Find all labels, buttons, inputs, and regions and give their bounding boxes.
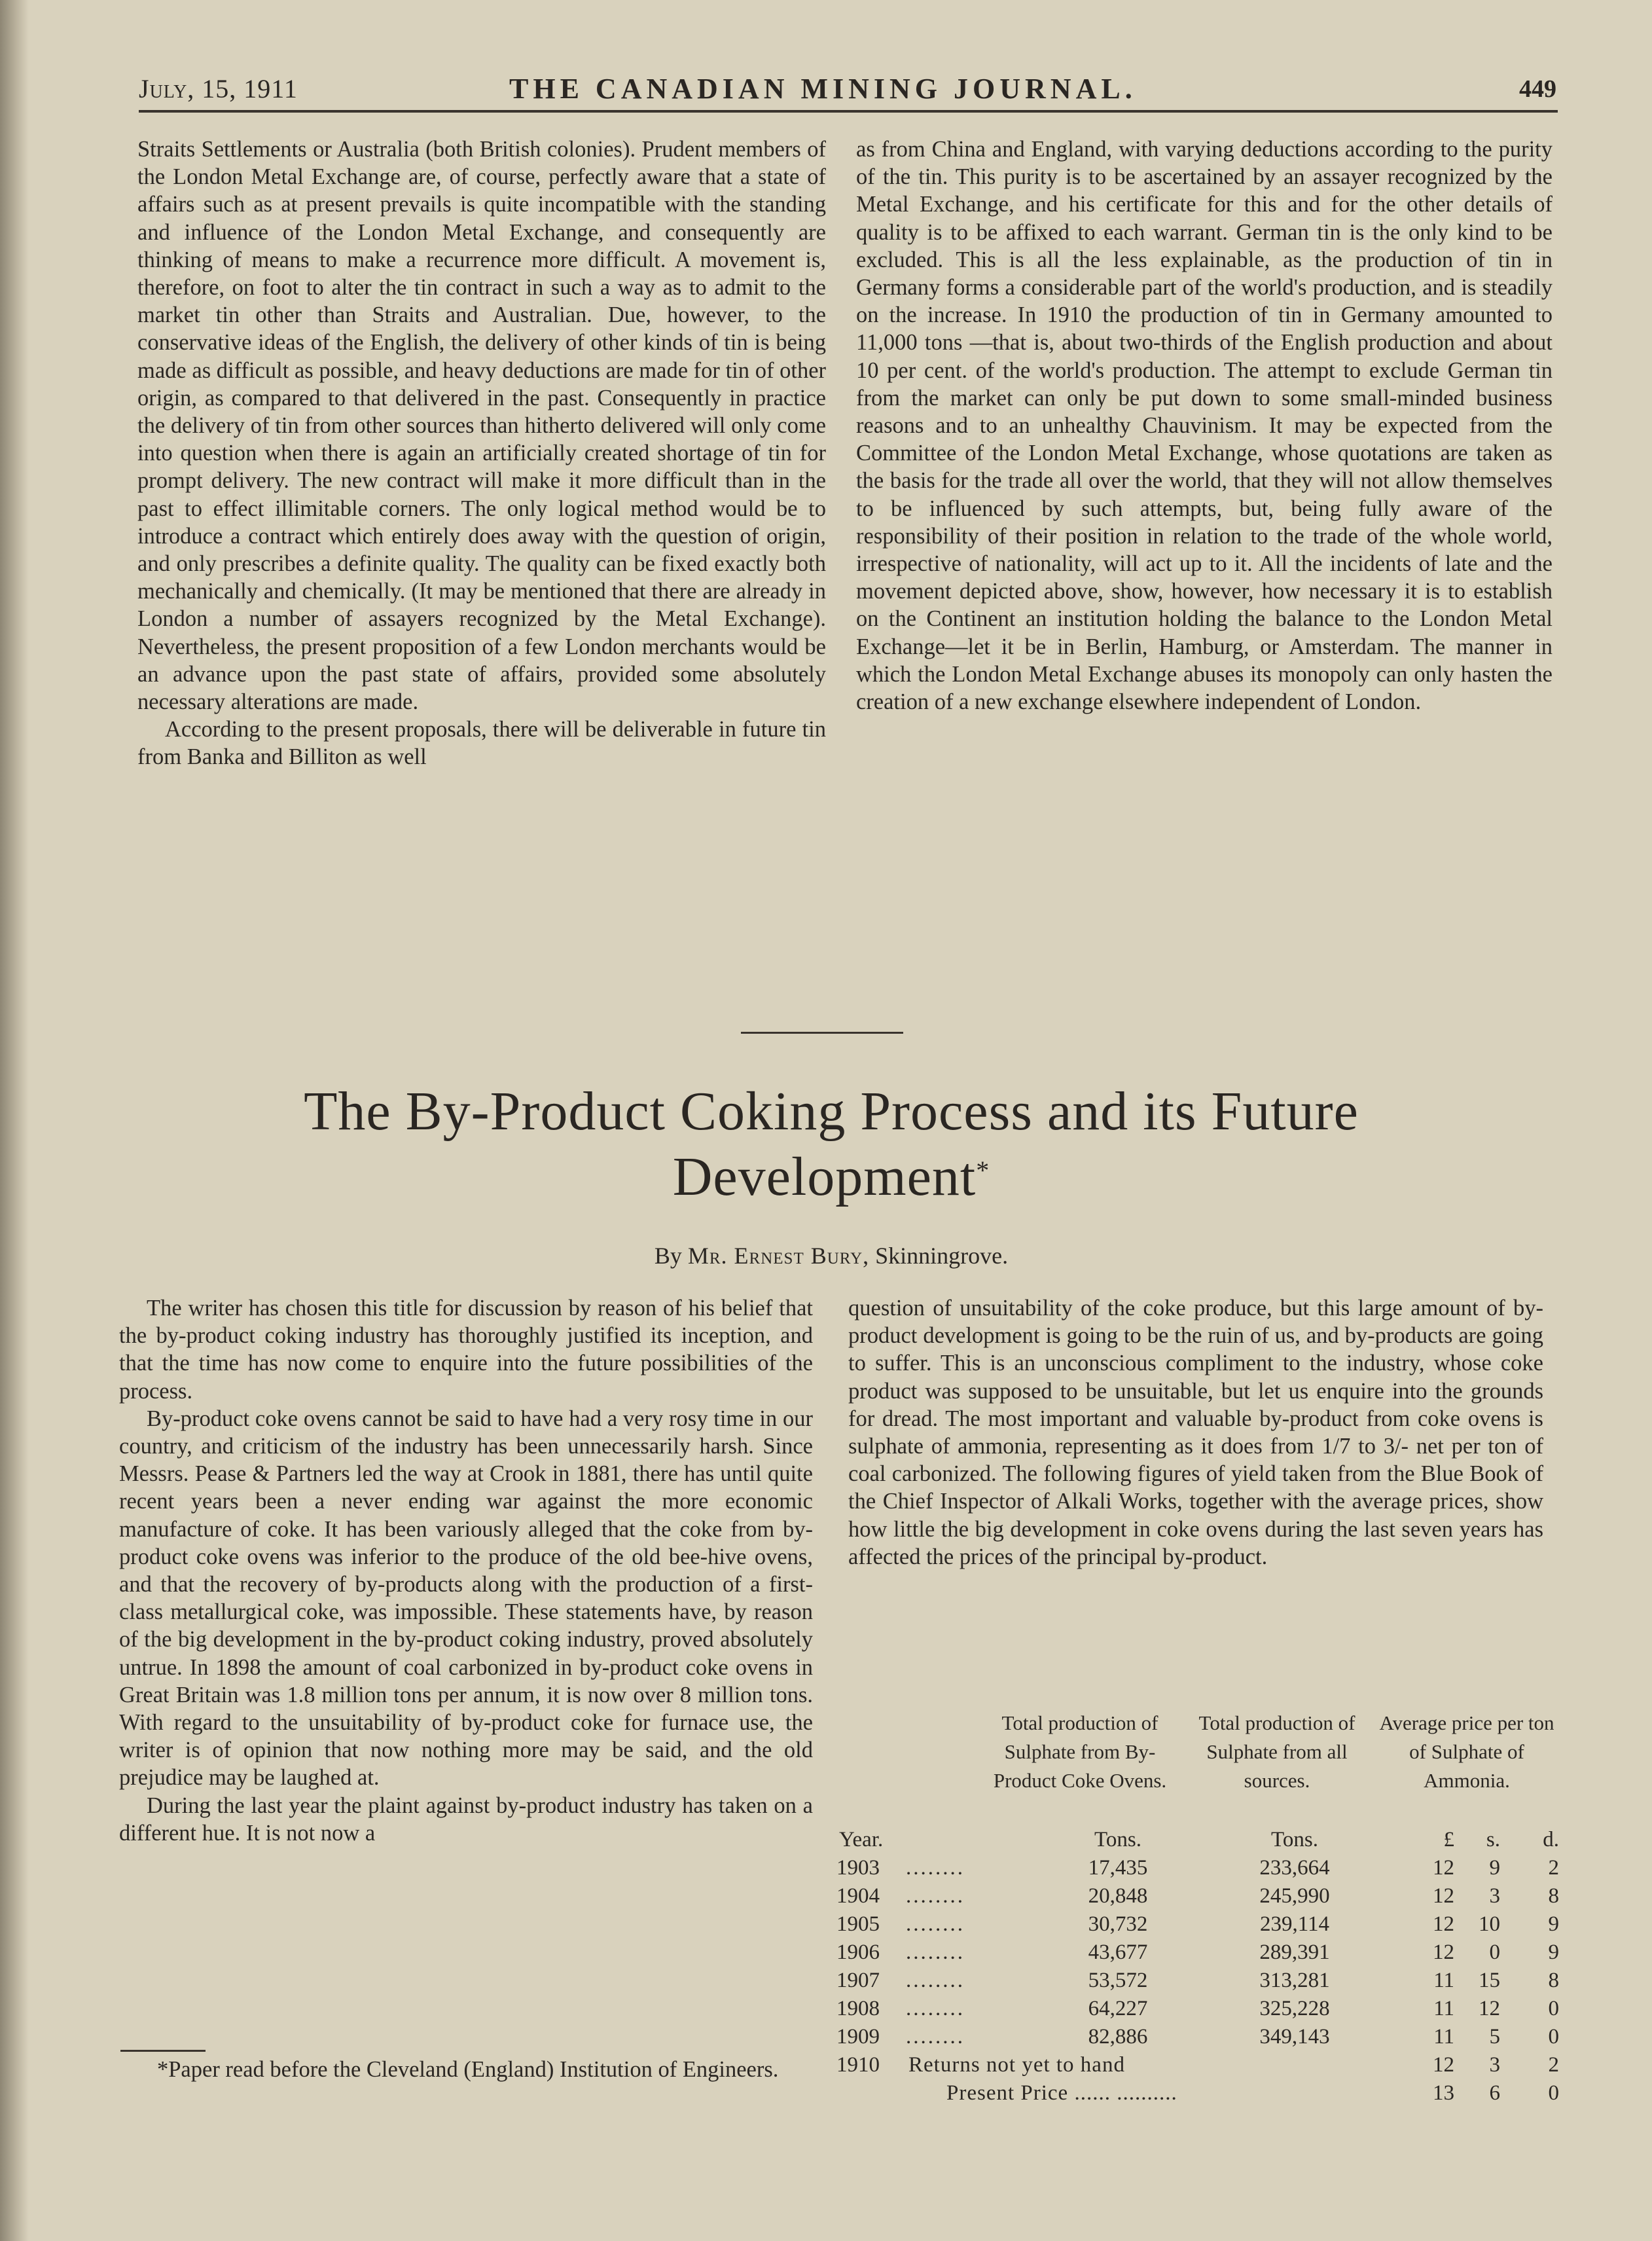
paragraph: question of unsuitability of the coke produce, but this large amount of by-product development is going to be the ruin of us, and by-products are going to suffer. This is an unconscious compliment to the industry, whose coke product was supposed to be unsuitable, but let us enquire into the grounds for dread. The most important and valuable by-product from coke ovens is sulphate of ammonia, representing as it does from 1/7 to 3/- net per ton of coal carbonized. The following figures of yield taken from the Blue Book of the Chief Inspector of Alkali Works, together with the average prices, show how little the big development in coke ovens during the last seven years has affected the prices of the principal by-product. xyxy=(848,1296,1543,1569)
table-row-1910: 1910 Returns not yet to hand 12 3 2 xyxy=(836,2053,1559,2077)
article-right-column xyxy=(848,1294,1543,1571)
continued-article-left-column xyxy=(137,136,826,771)
unit-pence: d. xyxy=(1543,1828,1559,1851)
table-row: 1904 ........ 20,848 245,990 12 3 8 xyxy=(836,1884,1559,1908)
running-header xyxy=(139,69,1560,109)
article-title-line-1: The By-Product Coking Process and its Future xyxy=(304,1081,1359,1142)
issue-date: July, 15, 1911 xyxy=(139,74,298,103)
footnote-rule xyxy=(120,2050,206,2052)
page-number: 449 xyxy=(1519,75,1556,103)
table-row: 1908 ........ 64,227 325,228 11 12 0 xyxy=(836,1997,1559,2020)
table-row: 1906 ........ 43,677 289,391 12 0 9 xyxy=(836,1940,1559,1964)
table-header-all-sources: Total production of Sulphate from all sources. xyxy=(1198,1711,1356,1792)
paragraph: During the last year the plaint against by-product industry has taken on a different hue. It is not now a xyxy=(119,1793,813,1846)
footnote-marker: * xyxy=(976,1156,990,1185)
footnote: *Paper read before the Cleveland (England) Institution of Engineers. xyxy=(157,2057,779,2082)
table-row: 1907 ........ 53,572 313,281 11 15 8 xyxy=(836,1969,1559,1992)
unit-tons: Tons. xyxy=(1094,1828,1141,1851)
paragraph: The writer has chosen this title for discussion by reason of his belief that the by-product coking industry has thoroughly justified its inception, and that the time has now come to enquire into the future possibilities of the process. xyxy=(119,1296,813,1404)
table-header-coke-ovens: Total production of Sulphate from By-Product Coke Ovens. xyxy=(993,1711,1167,1792)
continued-article-right-column xyxy=(856,136,1553,716)
unit-pounds: £ xyxy=(1443,1828,1454,1851)
journal-title: THE CANADIAN MINING JOURNAL. xyxy=(509,73,1137,105)
author-name: Mr. Ernest Bury, xyxy=(687,1243,870,1269)
table-row-present-price: Present Price ...... .......... 13 6 0 xyxy=(946,2081,1559,2105)
year-label: Year. xyxy=(839,1828,884,1851)
paragraph: By-product coke ovens cannot be said to have had a very rosy time in our country, and criticism of the industry has been unnecessarily harsh. Since Messrs. Pease & Partners led the way at Crook in 1881, there has until quite recent years been a never ending war against the more economic manufacture of coke. It has been variously alleged that the coke from by-product coke ovens was inferior to the produce of the old bee-hive ovens, and that the recovery of by-products along with the production of a first-class metallurgical coke, was impossible. These statements have, by reason of the big development in the by-product coking industry, proved absolutely untrue. In 1898 the amount of coal carbonized in by-product coke ovens in Great Britain was 1.8 million tons per annum, it is now over 8 million tons. With regard to the unsuitability of by-product coke for furnace use, the writer is of opinion that now nothing more may be said, and the old prejudice may be laughed at. xyxy=(119,1406,813,1791)
table-header-average-price: Average price per ton of Sulphate of Ammonia. xyxy=(1379,1711,1554,1792)
article-title-line-2: Development* xyxy=(672,1146,990,1207)
unit-shillings: s. xyxy=(1486,1828,1500,1851)
paragraph: as from China and England, with varying deductions according to the purity of the tin. This purity is to be ascertained by an assayer recognized by the Metal Exchange, and his certificate for this and for the other details of quality is to be affixed to each warrant. German tin is the only kind to be excluded. This is all the less explainable, as the production of tin in Germany forms a considerable part of the world's production, and is steadily on the increase. In 1910 the production of tin in Germany amounted to 11,000 tons —that is, about two-thirds of the English production and about 10 per cent. of the world's production. The attempt to exclude German tin from the market can only be put down to some small-minded business reasons and to an unhealthy Chauvinism. It may be expected from the Committee of the London Metal Exchange, whose quotations are taken as the basis for the trade all over the world, that they will not allow themselves to be influenced by such attempts, but, being fully aware of the responsibility of their position in relation to the trade of the whole world, irrespective of nationality, will act up to it. All the incidents of late and the movement depicted above, show, however, how necessary it is to establish on the Continent an institution holding the balance to the London Metal Exchange—let it be in Berlin, Hamburg, or Amsterdam. The manner in which the London Metal Exchange abuses its monopoly can only hasten the creation of a new exchange elsewhere independent of London. xyxy=(856,137,1553,715)
unit-tons: Tons. xyxy=(1271,1828,1318,1851)
header-rule xyxy=(139,110,1558,113)
paragraph: Straits Settlements or Australia (both British colonies). Prudent members of the London Metal Exchange are, of course, perfectly aware that a state of affairs such as at present prevails is quite incompatible with the standing and influence of the London Metal Exchange, and consequently are thinking of means to make a recurrence more difficult. A movement is, therefore, on foot to alter the tin contract in such a way as to admit to the market tin other than Straits and Australian. Due, however, to the conservative ideas of the English, the delivery of other kinds of tin is being made as difficult as possible, and heavy deductions are made for tin of other origin, as compared to that delivered in the past. Consequently in practice the delivery of tin from other sources than hitherto delivered will only come into question when there is again an artificially created shortage of tin for prompt delivery. The new contract will make it more difficult than in the past to effect illimitable corners. The only logical method would be to introduce a contract which entirely does away with the question of origin, and only prescribes a definite quality. The quality can be fixed exactly both mechanically and chemically. (It may be mentioned that there are already in London a number of assayers recognized by the Metal Exchange). Nevertheless, the present proposition of a few London merchants would be an advance upon the past state of affairs, provided some absolutely necessary alterations are made. xyxy=(137,137,826,715)
table-row: 1903 ........ 17,435 233,664 12 9 2 xyxy=(836,1856,1559,1880)
table-row: 1905 ........ 30,732 239,114 12 10 9 xyxy=(836,1912,1559,1936)
author-place: Skinningrove. xyxy=(869,1243,1009,1269)
paragraph: According to the present proposals, there will be deliverable in future tin from Banka and Billiton as well xyxy=(137,717,826,770)
article-left-column xyxy=(119,1294,813,1847)
section-divider xyxy=(741,1032,903,1034)
byline: By Mr. Ernest Bury, Skinningrove. xyxy=(654,1243,1009,1269)
table-row: 1909 ........ 82,886 349,143 11 5 0 xyxy=(836,2025,1559,2049)
article-title xyxy=(164,1079,1499,1210)
